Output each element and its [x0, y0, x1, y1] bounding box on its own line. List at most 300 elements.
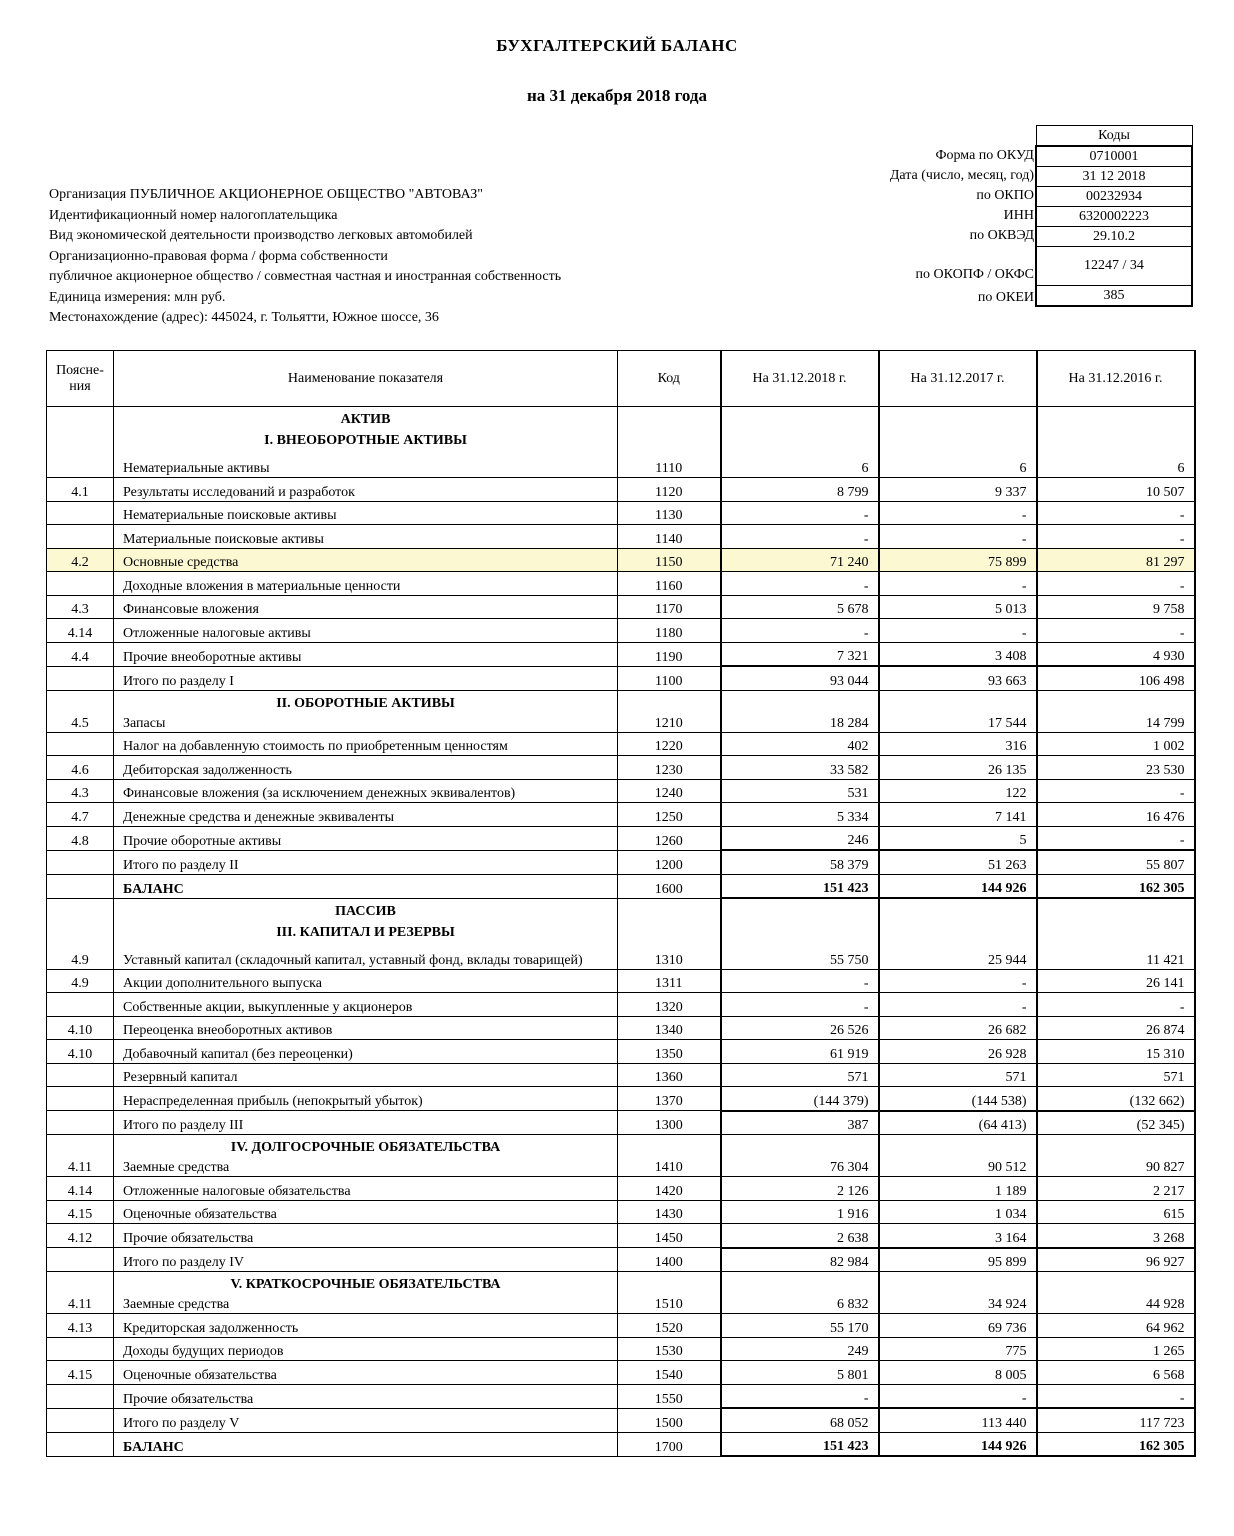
value-2016: 81 297: [1037, 548, 1195, 572]
code-cell: 1120: [618, 478, 721, 502]
value-2016: -: [1037, 572, 1195, 596]
code-cell: 1110: [618, 407, 721, 478]
code-cell: 1550: [618, 1384, 721, 1408]
value-2017: 316: [879, 732, 1037, 756]
value-2018: 5 334: [721, 803, 879, 827]
note-cell: 4.1: [47, 478, 114, 502]
value-2017: (64 413): [879, 1111, 1037, 1135]
note-cell: [47, 1432, 114, 1456]
value-2016: -: [1037, 1384, 1195, 1408]
indicator-name: Налог на добавленную стоимость по приобретенным ценностям: [123, 739, 508, 754]
value-2017: 26 135: [879, 756, 1037, 780]
code-label: по ОКЕИ: [977, 290, 1034, 305]
value-2018: 55 170: [721, 1314, 879, 1338]
value-2016: 106 498: [1037, 666, 1195, 690]
value-2018: 71 240: [721, 548, 879, 572]
code-label: по ОКОПФ / ОКФС: [915, 267, 1034, 282]
indicator-name: Финансовые вложения (за исключением денежных эквивалентов): [123, 786, 516, 801]
indicator-name: Кредиторская задолженность: [123, 1320, 299, 1336]
indicator-name-cell: [114, 1408, 618, 1432]
code-cell: 1410: [618, 1135, 721, 1177]
note-cell: 4.10: [47, 1016, 114, 1040]
value-2017: 3 164: [879, 1224, 1037, 1248]
note-cell: [47, 1408, 114, 1432]
value-2017: 51 263: [879, 850, 1037, 874]
value-2016: 162 305: [1037, 1432, 1195, 1456]
indicator-name-cell: [114, 1337, 618, 1361]
indicator-name: Акции дополнительного выпуска: [123, 976, 322, 991]
indicator-name: Прочие обязательства: [123, 1231, 254, 1246]
value-2017: (144 538): [879, 1087, 1037, 1111]
section-heading: II. ОБОРОТНЫЕ АКТИВЫ: [276, 695, 455, 711]
section-total-row: [47, 1408, 1195, 1432]
table-row: [47, 1272, 1195, 1314]
indicator-name: Денежные средства и денежные эквиваленты: [123, 809, 394, 825]
indicator-name: Финансовые вложения: [123, 602, 259, 617]
table-row: [47, 756, 1195, 780]
indicator-name-cell: [114, 732, 618, 756]
value-2017: 25 944: [879, 898, 1037, 969]
code-cell: 1450: [618, 1224, 721, 1248]
value-2016: 1 265: [1037, 1337, 1195, 1361]
code-okei: 385: [1036, 286, 1192, 307]
code-cell: 1260: [618, 826, 721, 850]
note-cell: [47, 525, 114, 549]
note-cell: 4.3: [47, 595, 114, 619]
value-2016: 23 530: [1037, 756, 1195, 780]
value-2017: 5 013: [879, 595, 1037, 619]
table-row: [47, 1177, 1195, 1201]
value-2016: 14 799: [1037, 690, 1195, 732]
note-cell: 4.4: [47, 642, 114, 666]
table-row: [47, 969, 1195, 993]
code-cell: 1190: [618, 642, 721, 666]
note-cell: [47, 1063, 114, 1087]
indicator-name: Отложенные налоговые активы: [123, 625, 311, 641]
balance-total-row: [47, 1432, 1195, 1456]
code-cell: 1600: [618, 874, 721, 898]
indicator-name-cell: [114, 1384, 618, 1408]
note-cell: [47, 1087, 114, 1111]
value-2018: -: [721, 1384, 879, 1408]
taxpayer-id-label: Идентификационный номер налогоплательщика: [49, 207, 338, 223]
table-row: [47, 1040, 1195, 1064]
value-2018: 26 526: [721, 1016, 879, 1040]
value-2018: 2 126: [721, 1177, 879, 1201]
code-cell: 1530: [618, 1337, 721, 1361]
indicator-name: Уставный капитал (складочный капитал, уставный фонд, вклады товарищей): [123, 952, 583, 968]
indicator-name: Итого по разделу II: [123, 857, 239, 873]
code-cell: 1340: [618, 1016, 721, 1040]
value-2018: 61 919: [721, 1040, 879, 1064]
value-2016: 117 723: [1037, 1408, 1195, 1432]
code-cell: 1140: [618, 525, 721, 549]
value-2017: 122: [879, 779, 1037, 803]
value-2016: 162 305: [1037, 874, 1195, 898]
indicator-name: Итого по разделу IV: [123, 1255, 245, 1270]
code-cell: 1510: [618, 1272, 721, 1314]
code-cell: 1520: [618, 1314, 721, 1338]
note-cell: 4.6: [47, 756, 114, 780]
value-2016: 26 141: [1037, 969, 1195, 993]
code-cell: 1310: [618, 898, 721, 969]
indicator-name-cell: [114, 407, 618, 478]
table-row: [47, 1224, 1195, 1248]
code-cell: 1150: [618, 548, 721, 572]
value-2018: -: [721, 525, 879, 549]
indicator-name-cell: [114, 1111, 618, 1135]
value-2018: 6: [721, 407, 879, 478]
value-2018: -: [721, 572, 879, 596]
section-heading: АКТИВ: [340, 412, 391, 427]
code-cell: 1320: [618, 993, 721, 1017]
indicator-name: БАЛАНС: [123, 1439, 184, 1455]
note-cell: [47, 1337, 114, 1361]
section-heading: IV. ДОЛГОСРОЧНЫЕ ОБЯЗАТЕЛЬСТВА: [230, 1140, 501, 1155]
table-row: [47, 1384, 1195, 1408]
note-cell: [47, 407, 114, 478]
table-row: [47, 619, 1195, 643]
value-2018: -: [721, 619, 879, 643]
code-okved: 29.10.2: [1036, 227, 1192, 247]
value-2017: 144 926: [879, 874, 1037, 898]
value-2017: 6: [879, 407, 1037, 478]
value-2016: 44 928: [1037, 1272, 1195, 1314]
code-okopf-okfs: 12247 / 34: [1036, 247, 1192, 286]
value-2018: 8 799: [721, 478, 879, 502]
value-2016: 3 268: [1037, 1224, 1195, 1248]
value-2016: 90 827: [1037, 1135, 1195, 1177]
value-2016: 15 310: [1037, 1040, 1195, 1064]
indicator-name: Оценочные обязательства: [123, 1367, 277, 1383]
value-2017: 571: [879, 1063, 1037, 1087]
table-row: [47, 732, 1195, 756]
value-2018: 571: [721, 1063, 879, 1087]
indicator-name-cell: [114, 478, 618, 502]
section-heading: ПАССИВ: [335, 903, 396, 919]
note-cell: [47, 874, 114, 898]
note-cell: 4.8: [47, 826, 114, 850]
activity-line: Вид экономической деятельности производство легковых автомобилей: [49, 228, 473, 243]
note-cell: 4.15: [47, 1200, 114, 1224]
indicator-name-cell: [114, 1135, 618, 1177]
value-2018: 76 304: [721, 1135, 879, 1177]
table-row: [47, 1135, 1195, 1177]
organization-info: [49, 185, 561, 329]
value-2018: 402: [721, 732, 879, 756]
note-cell: [47, 732, 114, 756]
code-cell: 1230: [618, 756, 721, 780]
indicator-name-cell: [114, 572, 618, 596]
indicator-name-cell: [114, 850, 618, 874]
value-2016: 571: [1037, 1063, 1195, 1087]
table-row: [47, 548, 1195, 572]
value-2018: (144 379): [721, 1087, 879, 1111]
value-2017: -: [879, 993, 1037, 1017]
value-2018: 5 801: [721, 1361, 879, 1385]
value-2018: 68 052: [721, 1408, 879, 1432]
indicator-name: Итого по разделу V: [123, 1415, 240, 1431]
indicator-name: Основные средства: [123, 555, 239, 570]
value-2017: 93 663: [879, 666, 1037, 690]
indicator-name-cell: [114, 690, 618, 732]
note-cell: [47, 850, 114, 874]
value-2018: 1 916: [721, 1200, 879, 1224]
indicator-name-cell: [114, 666, 618, 690]
indicator-name-cell: [114, 548, 618, 572]
indicator-name: Результаты исследований и разработок: [123, 484, 355, 500]
value-2017: 8 005: [879, 1361, 1037, 1385]
note-cell: 4.5: [47, 690, 114, 732]
indicator-name: Дебиторская задолженность: [123, 762, 292, 778]
code-cell: 1400: [618, 1248, 721, 1272]
indicator-name: Прочие обязательства: [123, 1391, 254, 1407]
value-2017: 3 408: [879, 642, 1037, 666]
value-2017: 113 440: [879, 1408, 1037, 1432]
value-2018: 82 984: [721, 1248, 879, 1272]
code-cell: 1500: [618, 1408, 721, 1432]
indicator-name-cell: [114, 1361, 618, 1385]
note-cell: 4.9: [47, 898, 114, 969]
col-code: Код: [618, 351, 721, 407]
note-cell: [47, 666, 114, 690]
document-subtitle: на 31 декабря 2018 года: [526, 86, 708, 105]
table-row: [47, 407, 1195, 478]
indicator-name-cell: [114, 1248, 618, 1272]
value-2016: 1 002: [1037, 732, 1195, 756]
note-cell: 4.14: [47, 1177, 114, 1201]
code-cell: 1420: [618, 1177, 721, 1201]
code-label: Дата (число, месяц, год): [889, 168, 1034, 183]
indicator-name: БАЛАНС: [123, 881, 184, 897]
value-2017: 17 544: [879, 690, 1037, 732]
indicator-name-cell: [114, 993, 618, 1017]
balance-total-row: [47, 874, 1195, 898]
note-cell: 4.12: [47, 1224, 114, 1248]
indicator-name-cell: [114, 1063, 618, 1087]
legal-form-label: Организационно-правовая форма / форма собственности: [49, 248, 388, 264]
value-2018: 6 832: [721, 1272, 879, 1314]
value-2017: 1 034: [879, 1200, 1037, 1224]
value-2018: 249: [721, 1337, 879, 1361]
value-2017: -: [879, 969, 1037, 993]
table-row: [47, 595, 1195, 619]
value-2017: 34 924: [879, 1272, 1037, 1314]
indicator-name: Итого по разделу III: [123, 1118, 244, 1133]
section-heading: V. КРАТКОСРОЧНЫЕ ОБЯЗАТЕЛЬСТВА: [230, 1277, 501, 1292]
section-total-row: [47, 1111, 1195, 1135]
value-2018: 387: [721, 1111, 879, 1135]
indicator-name-cell: [114, 1087, 618, 1111]
value-2018: 151 423: [721, 874, 879, 898]
note-cell: 4.11: [47, 1272, 114, 1314]
indicator-name-cell: [114, 898, 618, 969]
section-total-row: [47, 850, 1195, 874]
indicator-name-cell: [114, 619, 618, 643]
note-cell: 4.9: [47, 969, 114, 993]
code-label: по ОКВЭД: [969, 228, 1034, 243]
code-cell: 1180: [618, 619, 721, 643]
code-cell: 1430: [618, 1200, 721, 1224]
table-row: [47, 1200, 1195, 1224]
value-2018: 531: [721, 779, 879, 803]
value-2016: 10 507: [1037, 478, 1195, 502]
table-row: [47, 779, 1195, 803]
code-cell: 1370: [618, 1087, 721, 1111]
value-2016: 96 927: [1037, 1248, 1195, 1272]
value-2016: -: [1037, 779, 1195, 803]
indicator-name-cell: [114, 1432, 618, 1456]
organization-line: Организация ПУБЛИЧНОЕ АКЦИОНЕРНОЕ ОБЩЕСТВО "АВТОВАЗ": [49, 187, 483, 202]
indicator-name: Нематериальные поисковые активы: [123, 508, 337, 523]
value-2016: -: [1037, 619, 1195, 643]
indicator-name: Материальные поисковые активы: [123, 531, 324, 547]
table-row: [47, 993, 1195, 1017]
indicator-name-cell: [114, 1200, 618, 1224]
note-cell: [47, 501, 114, 525]
code-cell: 1300: [618, 1111, 721, 1135]
value-2016: 9 758: [1037, 595, 1195, 619]
note-cell: 4.10: [47, 1040, 114, 1064]
value-2017: -: [879, 572, 1037, 596]
indicator-name: Доходы будущих периодов: [123, 1344, 284, 1359]
indicator-name-cell: [114, 756, 618, 780]
code-okpo: 00232934: [1036, 187, 1192, 207]
value-2016: 26 874: [1037, 1016, 1195, 1040]
col-2017: На 31.12.2017 г.: [879, 351, 1037, 407]
code-cell: 1540: [618, 1361, 721, 1385]
table-row: [47, 803, 1195, 827]
table-row: [47, 690, 1195, 732]
indicator-name: Оценочные обязательства: [123, 1207, 277, 1222]
indicator-name: Нематериальные активы: [123, 461, 270, 476]
code-okud: 0710001: [1036, 146, 1192, 167]
balance-table: [46, 350, 1196, 1457]
indicator-name: Прочие внеоборотные активы: [123, 649, 302, 665]
table-row: [47, 525, 1195, 549]
code-cell: 1240: [618, 779, 721, 803]
table-header-row: [47, 351, 1195, 407]
indicator-name-cell: [114, 1177, 618, 1201]
note-cell: [47, 1111, 114, 1135]
table-row: [47, 898, 1195, 969]
value-2017: -: [879, 619, 1037, 643]
value-2016: 2 217: [1037, 1177, 1195, 1201]
value-2017: 775: [879, 1337, 1037, 1361]
col-notes: Поясне-ния: [47, 351, 114, 407]
value-2018: 7 321: [721, 642, 879, 666]
value-2017: 26 682: [879, 1016, 1037, 1040]
indicator-name: Резервный капитал: [123, 1070, 238, 1085]
indicator-name-cell: [114, 1272, 618, 1314]
value-2016: -: [1037, 525, 1195, 549]
table-row: [47, 1087, 1195, 1111]
code-cell: 1200: [618, 850, 721, 874]
value-2017: -: [879, 501, 1037, 525]
indicator-name: Итого по разделу I: [123, 673, 234, 689]
codes-labels: [890, 146, 1034, 308]
indicator-name: Запасы: [123, 715, 166, 731]
section-total-row: [47, 1248, 1195, 1272]
col-name: Наименование показателя: [114, 351, 618, 407]
value-2017: -: [879, 1384, 1037, 1408]
value-2016: 6 568: [1037, 1361, 1195, 1385]
value-2018: 55 750: [721, 898, 879, 969]
value-2018: 151 423: [721, 1432, 879, 1456]
indicator-name-cell: [114, 826, 618, 850]
indicator-name: Переоценка внеоборотных активов: [123, 1023, 333, 1038]
value-2016: -: [1037, 501, 1195, 525]
note-cell: 4.7: [47, 803, 114, 827]
indicator-name: Добавочный капитал (без переоценки): [123, 1046, 353, 1062]
table-row: [47, 1314, 1195, 1338]
code-label: Форма по ОКУД: [935, 148, 1034, 163]
code-cell: 1311: [618, 969, 721, 993]
code-cell: 1160: [618, 572, 721, 596]
address-line: Местонахождение (адрес): 445024, г. Тольятти, Южное шоссе, 36: [49, 310, 439, 325]
codes-header: Коды: [1036, 126, 1192, 147]
value-2016: -: [1037, 993, 1195, 1017]
value-2016: 615: [1037, 1200, 1195, 1224]
note-cell: 4.11: [47, 1135, 114, 1177]
value-2018: 5 678: [721, 595, 879, 619]
table-row: [47, 1361, 1195, 1385]
value-2018: 33 582: [721, 756, 879, 780]
table-row: [47, 501, 1195, 525]
code-inn: 6320002223: [1036, 207, 1192, 227]
document-title: БУХГАЛТЕРСКИЙ БАЛАНС: [496, 36, 738, 55]
value-2016: 16 476: [1037, 803, 1195, 827]
indicator-name-cell: [114, 595, 618, 619]
indicator-name-cell: [114, 1016, 618, 1040]
table-row: [47, 642, 1195, 666]
value-2018: 246: [721, 826, 879, 850]
value-2017: 9 337: [879, 478, 1037, 502]
value-2018: -: [721, 969, 879, 993]
indicator-name: Заемные средства: [123, 1297, 230, 1312]
code-cell: 1350: [618, 1040, 721, 1064]
indicator-name-cell: [114, 501, 618, 525]
indicator-name: Отложенные налоговые обязательства: [123, 1183, 351, 1199]
code-cell: 1220: [618, 732, 721, 756]
value-2018: 58 379: [721, 850, 879, 874]
value-2017: 144 926: [879, 1432, 1037, 1456]
col-2016: На 31.12.2016 г.: [1037, 351, 1195, 407]
section-heading: I. ВНЕОБОРОТНЫЕ АКТИВЫ: [264, 433, 467, 448]
note-cell: 4.15: [47, 1361, 114, 1385]
table-row: [47, 1063, 1195, 1087]
indicator-name: Нераспределенная прибыль (непокрытый убыток): [123, 1094, 423, 1109]
value-2017: 26 928: [879, 1040, 1037, 1064]
value-2017: 69 736: [879, 1314, 1037, 1338]
indicator-name-cell: [114, 874, 618, 898]
indicator-name: Заемные средства: [123, 1160, 230, 1175]
unit-line: Единица измерения: млн руб.: [49, 289, 226, 305]
value-2018: 93 044: [721, 666, 879, 690]
code-cell: 1360: [618, 1063, 721, 1087]
section-heading: III. КАПИТАЛ И РЕЗЕРВЫ: [276, 924, 455, 940]
code-date: 31 12 2018: [1036, 167, 1192, 187]
note-cell: [47, 993, 114, 1017]
code-label: по ОКПО: [976, 188, 1034, 203]
indicator-name-cell: [114, 1040, 618, 1064]
code-cell: 1250: [618, 803, 721, 827]
value-2018: -: [721, 501, 879, 525]
value-2016: 4 930: [1037, 642, 1195, 666]
note-cell: [47, 1248, 114, 1272]
indicator-name-cell: [114, 1314, 618, 1338]
value-2016: 64 962: [1037, 1314, 1195, 1338]
